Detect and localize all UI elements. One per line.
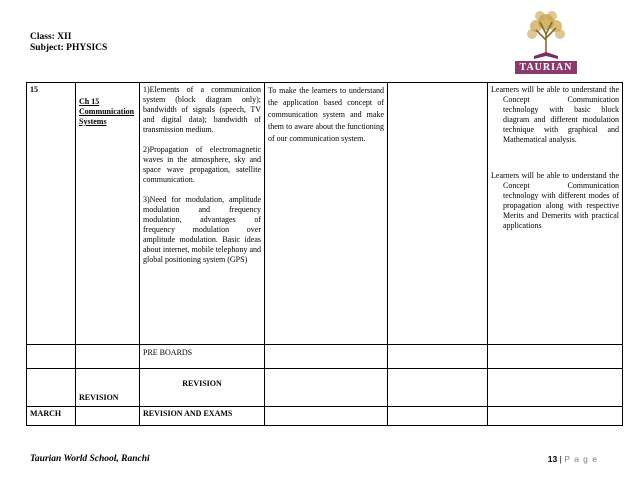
march-content-cell: REVISION AND EXAMS bbox=[140, 407, 265, 426]
march-month-cell: MARCH bbox=[27, 407, 76, 426]
footer-school-name: Taurian World School, Ranchi bbox=[30, 454, 150, 464]
page-number: 13 bbox=[547, 454, 558, 464]
chapter-cell bbox=[76, 83, 140, 345]
table-row bbox=[27, 83, 623, 345]
revision-chapter-cell: REVISION bbox=[76, 369, 140, 407]
preboards-cell: PRE BOARDS bbox=[140, 345, 265, 369]
class-label: Class: XII bbox=[30, 32, 72, 42]
month-cell: 15 bbox=[27, 83, 76, 345]
revision-content-cell: REVISION bbox=[140, 369, 265, 407]
table-row bbox=[27, 407, 623, 426]
footer-page bbox=[548, 454, 598, 464]
outcome-cell bbox=[488, 83, 623, 345]
table-row bbox=[27, 369, 623, 407]
page-separator: | bbox=[559, 454, 562, 464]
content-item-1: 1)Elements of a communication system (block diagram only); bandwidth of signals (speech, TV and digital data); bandwidth of transmission medium. bbox=[143, 85, 261, 134]
curriculum-table bbox=[26, 82, 623, 426]
chapter-title: Ch 15 Communication Systems bbox=[79, 97, 135, 126]
page-label: P a g e bbox=[564, 454, 598, 464]
blank-cell bbox=[388, 83, 488, 345]
content-item-2: 2)Propagation of electromagnetic waves in the atmosphere, sky and space wave propagation, satellite communication. bbox=[143, 145, 261, 184]
subject-label: Subject: PHYSICS bbox=[30, 43, 108, 53]
objective-cell: To make the learners to understand the application based concept of communication system and make them to aware about the functioning of our communication system. bbox=[265, 83, 388, 345]
logo-text: TAURIAN bbox=[515, 61, 578, 74]
logo-wordmark bbox=[512, 60, 580, 74]
table-row bbox=[27, 345, 623, 369]
content-item-3: 3)Need for modulation, amplitude modulation and frequency modulation, advantages of frequency modulation over amplitude modulation. Basic ideas about internet, mobile telephony and global positioning system (GPS) bbox=[143, 195, 261, 264]
content-cell bbox=[140, 83, 265, 345]
outcome-item-1: Learners will be able to understand the Concept Communication technology with basic block diagram and different modulation technique with graphical and Mathematical analysis. bbox=[491, 85, 619, 144]
outcome-item-2: Learners will be able to understand the Concept Communication technology with different modes of propagation along with respective Merits and Demerits with practical applications bbox=[491, 171, 619, 230]
